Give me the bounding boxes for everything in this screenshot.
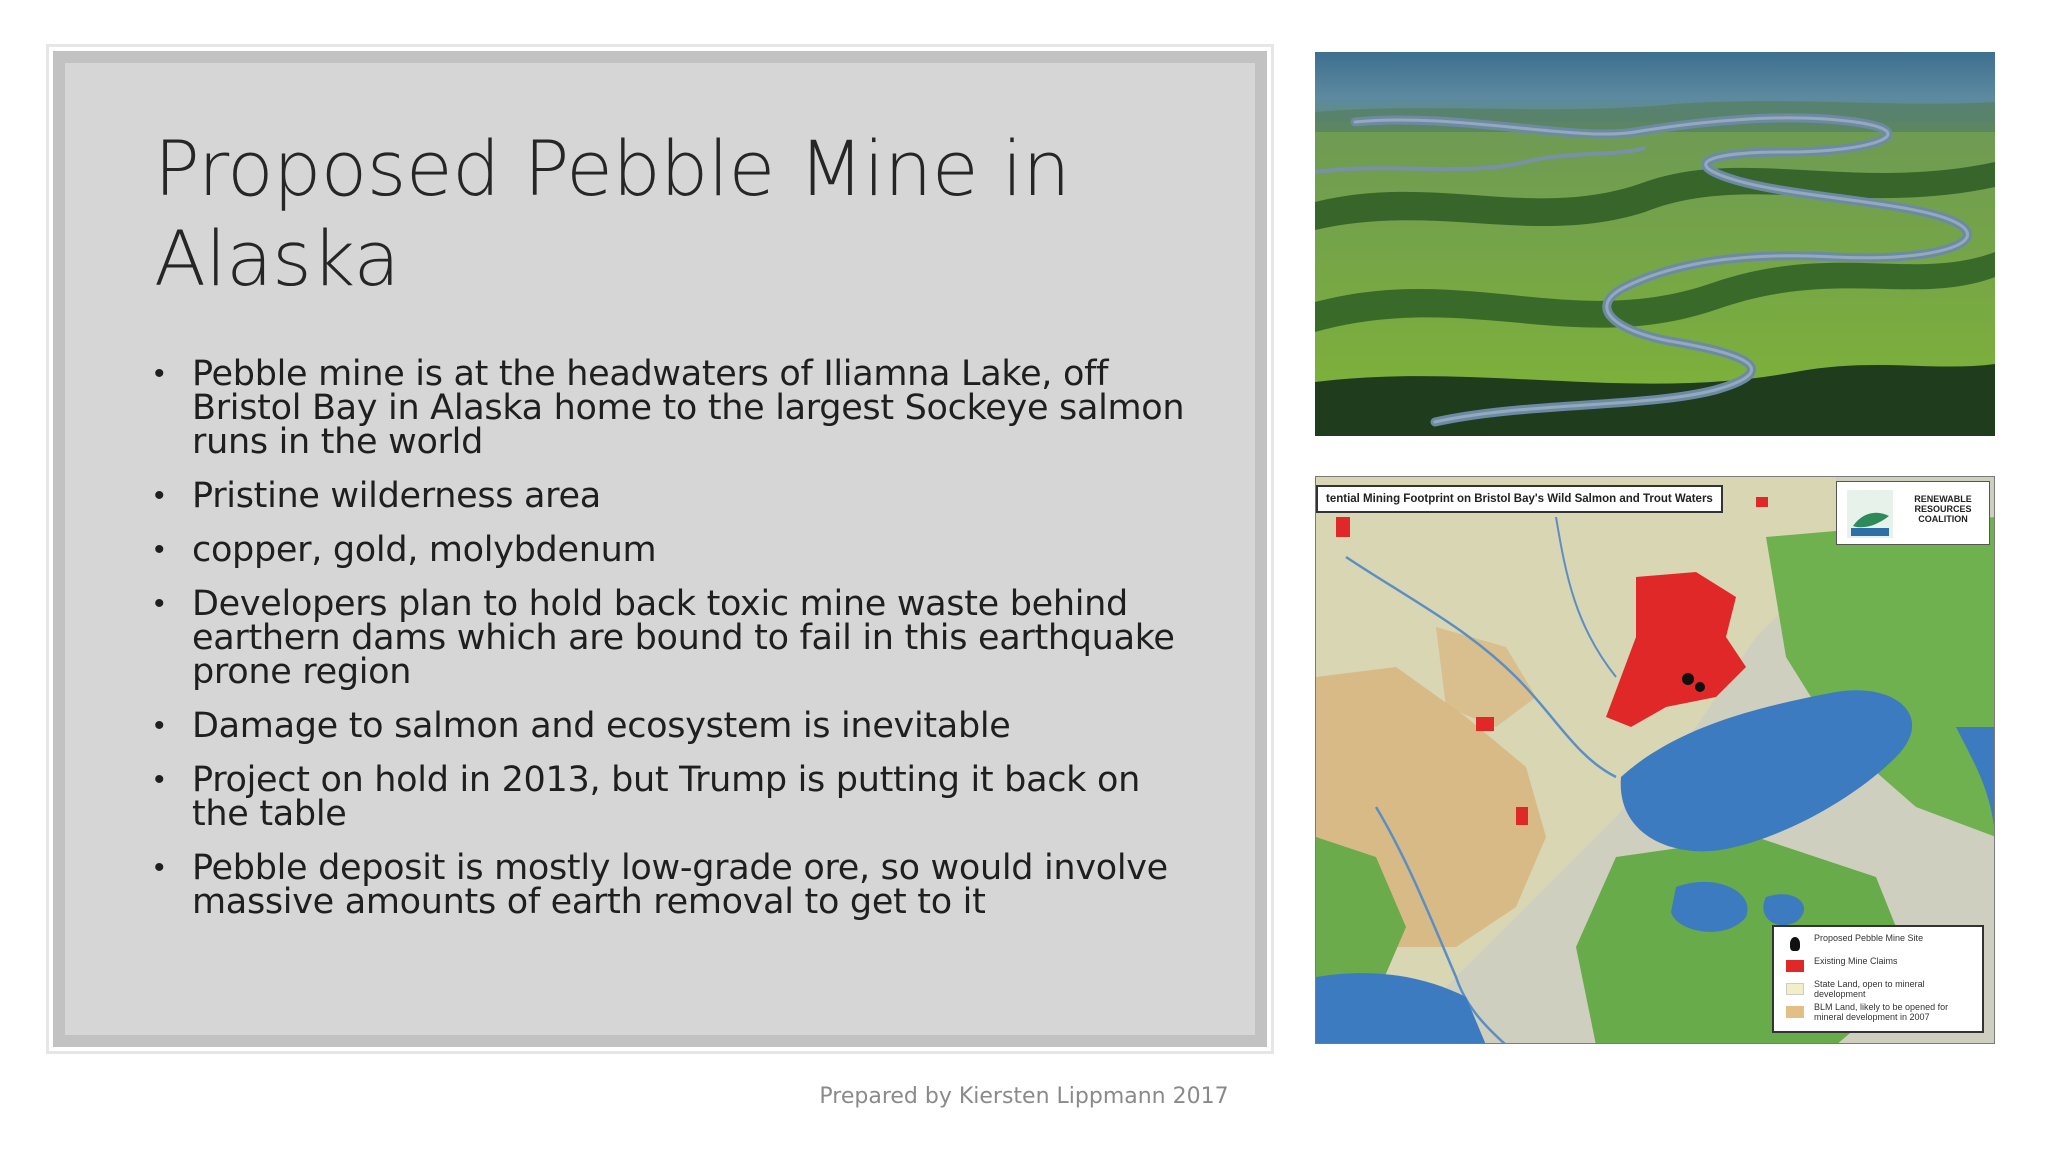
bullet-icon: • [154, 357, 165, 390]
bristol-bay-map [1315, 476, 1995, 1044]
legend-label: State Land, open to mineral development [1814, 979, 1925, 999]
bullet-item [152, 476, 1192, 516]
bullet-item [152, 706, 1192, 746]
bullet-icon: • [154, 763, 165, 796]
legend-item [1780, 956, 1976, 979]
bullet-icon: • [154, 709, 165, 742]
bullet-text: Project on hold in 2013, but Trump is putting it back on the table [192, 760, 1140, 834]
organization-name: RENEWABLE RESOURCES COALITION [1914, 494, 1972, 524]
bullet-icon: • [154, 533, 165, 566]
legend-label: Existing Mine Claims [1814, 956, 1898, 966]
legend-label: BLM Land, likely to be opened for mineral development in 2007 [1814, 1002, 1949, 1022]
bullet-list [152, 354, 1192, 939]
legend-swatch [1786, 1006, 1804, 1018]
organization-logo [1836, 481, 1990, 545]
footer-credit: Prepared by Kiersten Lippmann 2017 [819, 1084, 1229, 1109]
bullet-text: Pebble deposit is mostly low-grade ore, so would involve massive amounts of earth removal to get to it [192, 848, 1168, 922]
legend-swatch [1786, 960, 1804, 972]
map-legend [1772, 925, 1984, 1033]
river-landscape-photo [1315, 52, 1995, 436]
bullet-item [152, 530, 1192, 570]
legend-item [1780, 1002, 1976, 1025]
fish-logo-icon [1843, 486, 1897, 542]
bullet-icon: • [154, 587, 165, 620]
bullet-item [152, 354, 1192, 462]
map-title: tential Mining Footprint on Bristol Bay's Wild Salmon and Trout Waters [1316, 485, 1723, 513]
legend-swatch [1786, 983, 1804, 995]
river-landscape-image [1315, 52, 1995, 436]
legend-item [1780, 933, 1976, 956]
legend-label: Proposed Pebble Mine Site [1814, 933, 1924, 943]
bullet-text: Damage to salmon and ecosystem is inevitable [192, 706, 1011, 746]
bullet-text: Pristine wilderness area [192, 476, 601, 516]
bullet-text: Developers plan to hold back toxic mine waste behind earthern dams which are bound to fail in this earthquake prone region [192, 584, 1175, 692]
bullet-icon: • [154, 479, 165, 512]
bullet-item [152, 760, 1192, 834]
bullet-item [152, 584, 1192, 692]
bullet-text: Pebble mine is at the headwaters of Iliamna Lake, off Bristol Bay in Alaska home to the largest Sockeye salmon runs in the world [192, 354, 1185, 462]
bullet-item [152, 848, 1192, 922]
mine-site-marker-icon [1790, 937, 1800, 951]
legend-item [1780, 979, 1976, 1002]
bullet-icon: • [154, 851, 165, 884]
bullet-text: copper, gold, molybdenum [192, 530, 657, 570]
slide-title: Proposed Pebble Mine in Alaska [154, 124, 1071, 303]
